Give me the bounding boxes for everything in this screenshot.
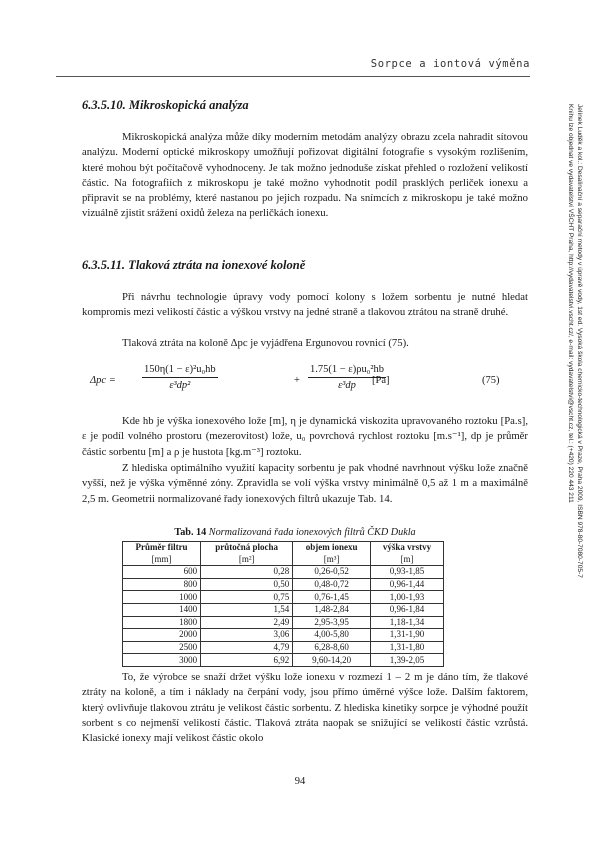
cell-diameter: 1800 (123, 616, 201, 629)
cell-bed-height: 1,00-1,93 (370, 591, 443, 604)
cell-resin-volume: 2,95-3,95 (293, 616, 371, 629)
cell-resin-volume: 4,00-5,80 (293, 629, 371, 642)
paragraph-closing: To, že výrobce se snaží držet výšku lože ionexu v rozmezí 1 – 2 m je dáno tím, že tlakové ztráty na koloně, a tím i náklady na čerpání vody, jsou přímo úměrné výšce lože. Dalším faktorem, který ovlivňuje tlakovou ztrátu je velikost částic sorbentu. Z hlediska kinetiky sorpce je výhodné použít sorbent s co nejmenší velikostí částic. Tlaková ztráta naopak se snižující se velikostí částic vzrůstá. Klasické ionexy mají velikost částic okolo (82, 671, 528, 745)
table-row (123, 654, 444, 667)
page-number: 94 (294, 776, 306, 787)
table-row (123, 591, 444, 604)
cell-diameter: 600 (123, 566, 201, 579)
term-2-numerator: 1.75(1 − ε)ρu₀²hb (308, 364, 386, 378)
unit-flow-area: [m²] (201, 554, 293, 566)
table-row (123, 578, 444, 591)
header-rule (56, 76, 530, 77)
equation-lhs: Δpc = (90, 375, 116, 386)
side-note-line-1: Jelínek Luděk a kol.: Desalinační a separační metody v úpravě vody, 1st ed. Vysoká škola chemicko-technologická v Praze, Praha 2009, ISBN 978-80-7080-705-7 (576, 104, 583, 578)
table-row (123, 603, 444, 616)
header-flow-area: průtočná plocha (201, 542, 293, 554)
paragraph-design-compromise: Při návrhu technologie úpravy vody pomocí kolony s ložem sorbentu je nutné hledat kompromis mezi velikostí částic a výškou vrstvy na jedné straně a tlakovou ztrátou na straně druhé. (82, 291, 528, 319)
table-row (123, 629, 444, 642)
cell-resin-volume: 0,76-1,45 (293, 591, 371, 604)
table-row (123, 566, 444, 579)
cell-diameter: 3000 (123, 654, 201, 667)
table-units-row (123, 554, 444, 566)
cell-resin-volume: 9,60-14,20 (293, 654, 371, 667)
term-1-denominator: ε³dp² (169, 380, 191, 391)
cell-bed-height: 0,96-1,84 (370, 603, 443, 616)
cell-bed-height: 1,31-1,80 (370, 641, 443, 654)
header-bed-height: výška vrstvy (370, 542, 443, 554)
cell-flow-area: 4,79 (201, 641, 293, 654)
cell-diameter: 1400 (123, 603, 201, 616)
running-head: Sorpce a iontová výměna (370, 58, 530, 70)
unit-bed-height: [m] (370, 554, 443, 566)
ergun-equation (86, 364, 526, 404)
equation-unit: [Pa] (372, 375, 390, 386)
cell-flow-area: 0,28 (201, 566, 293, 579)
table-header-row (123, 542, 444, 554)
unit-resin-volume: [m³] (293, 554, 371, 566)
cell-resin-volume: 0,48-0,72 (293, 578, 371, 591)
section-title-mikroskopicka-analyza: 6.3.5.10. Mikroskopická analýza (82, 98, 249, 112)
cell-resin-volume: 0,26-0,52 (293, 566, 371, 579)
cell-resin-volume: 1,48-2,84 (293, 603, 371, 616)
cell-bed-height: 1,18-1,34 (370, 616, 443, 629)
header-resin-volume: objem ionexu (293, 542, 371, 554)
equation-number: (75) (482, 375, 500, 386)
cell-flow-area: 6,92 (201, 654, 293, 667)
table-row (123, 616, 444, 629)
cell-diameter: 2000 (123, 629, 201, 642)
paragraph-bed-height: Z hlediska optimálního využití kapacity sorbentu je pak vhodné navrhnout výšku lože značně vyšší, než je výška výměnné zóny. Zpravidla se volí výška vrstvy minimálně 0,5 až 1 m a maximálně 2,5 m. Geometrii normalizované řady ionexových filtrů ukazuje Tab. 14. (82, 462, 528, 505)
header-diameter: Průměr filtru (123, 542, 201, 554)
cell-diameter: 1000 (123, 591, 201, 604)
paragraph-ergun-intro: Tlaková ztráta na koloně Δpc je vyjádřena Ergunovou rovnicí (75). (122, 337, 409, 349)
cell-diameter: 800 (123, 578, 201, 591)
cell-flow-area: 0,50 (201, 578, 293, 591)
cell-flow-area: 3,06 (201, 629, 293, 642)
cell-bed-height: 1,39-2,05 (370, 654, 443, 667)
term-1-numerator: 150η(1 − ε)²u₀hb (142, 364, 218, 378)
paragraph-variables: Kde hb je výška ionexového lože [m], η je dynamická viskozita upravovaného roztoku [Pa.s], ε je podíl volného prostoru (mezerovitost) lože, u₀ povrchová rychlost roztoku [m.s⁻¹], dp je průměr částic sorbentu [m] a ρ je hustota [kg.m⁻³] roztoku. (82, 415, 528, 458)
cell-flow-area: 1,54 (201, 603, 293, 616)
cell-resin-volume: 6,28-8,60 (293, 641, 371, 654)
filter-series-table (122, 541, 444, 667)
term-2-denominator: ε³dp (338, 380, 356, 391)
paragraph-microscopy: Mikroskopická analýza může díky moderním metodám analýzy obrazu zcela nahradit sítovou analýzu. Moderní optické mikroskopy umožňují pořizovat digitální fotografie s vysokým rozlišením, které mohou být počítačově vyhodnoceny. Je tak možno jednoduše získat přehled o rozložení velikostí částic. Na fotografiích z mikroskopu je také možno vyhodnotit podíl prasklých perliček ionexu a připravit se na problémy, které nastanou po jejich rozpadu. Na snímcích z mikroskopu je také možno vizuálně zjistit srážení oxidů železa na perličkách ionexu. (82, 131, 528, 220)
equation-plus: + (294, 375, 300, 386)
cell-diameter: 2500 (123, 641, 201, 654)
side-copyright-note (548, 104, 584, 744)
cell-flow-area: 0,75 (201, 591, 293, 604)
cell-bed-height: 0,96-1,44 (370, 578, 443, 591)
table-caption (124, 527, 466, 538)
side-note-line-2: Knihu lze objednat ve vydavatelství VŠCHT Praha, http://vydavatelstvi.vscht.cz/, e-mail: vydavatelstvi@vscht.cz, tel.: (+420) 220 443 211 (567, 104, 574, 503)
table-row (123, 641, 444, 654)
cell-bed-height: 0,93-1,85 (370, 566, 443, 579)
cell-bed-height: 1,31-1,90 (370, 629, 443, 642)
unit-diameter: [mm] (123, 554, 201, 566)
section-title-tlakova-ztrata: 6.3.5.11. Tlaková ztráta na ionexové koloně (82, 258, 306, 272)
table-caption-label: Tab. 14 (174, 527, 207, 538)
equation-term-1 (142, 364, 218, 391)
table-caption-text: Normalizovaná řada ionexových filtrů ČKD Dukla (208, 527, 416, 538)
cell-flow-area: 2,49 (201, 616, 293, 629)
